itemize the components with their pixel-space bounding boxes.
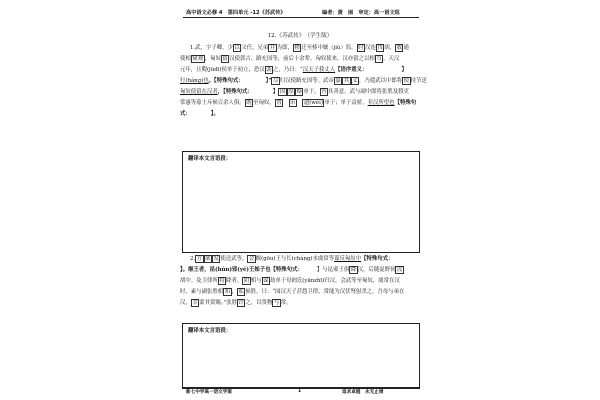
page-title: 12.《苏武传》 （学生版） <box>267 33 333 39</box>
passage-paragraph-1 <box>180 43 427 120</box>
p1-line-5 <box>180 87 420 98</box>
underlined-phrase: 谋反 <box>334 256 345 262</box>
page-number: 1 <box>298 389 302 394</box>
boxed-word: 发 <box>213 256 219 262</box>
text-run: 常惠等募士斥候百余人俱。 <box>180 100 245 106</box>
text-run: 使送武等， <box>220 256 248 262</box>
text-run: 持节送 <box>410 78 427 84</box>
text-run: 为郎， <box>276 45 293 51</box>
boxed-word: 许 <box>238 300 244 306</box>
p1-line-1 <box>180 43 420 54</box>
text-run: 。天汉 <box>383 56 400 62</box>
p2-line-2 <box>180 265 420 276</box>
text-run: 】。缑王者，昆(hún)邪(yé)王姊子也 <box>180 267 271 273</box>
underlined-phrase: 匈奴使留在汉者 <box>180 89 218 95</box>
boxed-word: 厚 <box>288 89 294 95</box>
boxed-word: 幸 <box>192 300 198 306</box>
passage-paragraph-2 <box>180 254 420 309</box>
exercise-prompt: 【特殊句式： <box>270 267 303 273</box>
text-run: 父任，兄弟 <box>241 45 269 51</box>
text-run: 1.武，字子卿，少 <box>190 45 233 51</box>
translation-prompt-2: 翻译本文言语段： <box>188 328 232 334</box>
boxed-word: 袭 <box>266 67 272 73</box>
text-run: 汉连 <box>365 45 376 51</box>
boxed-word: 既 <box>246 100 252 106</box>
exercise-prompt: 。【特殊句式： <box>208 78 244 84</box>
boxed-word: 没 <box>396 267 403 273</box>
boxed-word: 稍 <box>294 45 300 51</box>
text-run: 汉， <box>180 300 191 306</box>
text-run: ，匈奴 <box>204 56 221 62</box>
p2-line-3 <box>180 276 420 287</box>
text-run: 汉使郭吉、路充国等，前后十余辈。匈奴使来，汉亦留之以相 <box>229 56 375 62</box>
boxed-word: 欲 <box>205 256 211 262</box>
boxed-word: 方 <box>196 256 203 262</box>
text-run: 迁至栘中厩（jiù）监。 <box>301 45 357 51</box>
boxed-word: 尽 <box>272 78 279 84</box>
text-run: 通 <box>403 45 409 51</box>
text-run: 缑(gōu)王与长(cháng)水虞常等 <box>255 256 335 262</box>
text-run: 2. <box>190 256 196 262</box>
translation-answer-box-2[interactable] <box>182 323 420 389</box>
header-divider <box>183 17 419 18</box>
boxed-word: 置 <box>276 100 282 106</box>
text-run: 时，素与副张胜相 <box>180 289 224 295</box>
p2-line-5 <box>180 298 420 309</box>
boxed-word: 答 <box>321 89 327 95</box>
text-run: 之，以货物 <box>245 300 273 306</box>
text-run: 至匈奴， <box>253 100 275 106</box>
exercise-prompt: 【特殊句式： <box>361 256 394 262</box>
boxed-word: 留 <box>222 56 228 62</box>
text-run: 】与昆邪王俱 <box>316 267 350 273</box>
text-run: 归汉使路充国等。武帝 <box>279 78 334 84</box>
underlined-phrase: 行(háng)也 <box>180 78 209 84</box>
footer-motto: 追求卓越 永无止境 <box>342 390 384 395</box>
text-run: 胡中。及卫律所 <box>180 278 218 284</box>
translation-prompt-1: 翻译本文言语段： <box>188 156 232 162</box>
boxed-word: 当 <box>376 56 382 62</box>
p2-line-4 <box>180 287 420 298</box>
p1-line-2 <box>180 54 420 65</box>
exercise-prompt: 式： <box>180 111 191 117</box>
header-course-info: 高中语文必修 4 第四单元 -12《苏武传》 <box>186 10 286 16</box>
underlined-phrase: 非汉所望也 <box>367 100 395 106</box>
header-editor-info: 编者：黄 丽 审定：高一语文组 <box>322 10 400 16</box>
p1-line-7 <box>180 109 420 120</box>
text-run: 元年，且鞮(jūdī)侯单于初立，恐汉 <box>180 67 265 73</box>
translation-answer-box-1[interactable] <box>182 151 420 253</box>
boxed-word: 使 <box>403 78 410 84</box>
exercise-prompt: ，【特殊句式： <box>217 89 253 95</box>
boxed-word: 会 <box>248 256 255 262</box>
text-run: 胡， <box>384 45 396 51</box>
text-run: 单于；单于益骄， <box>324 100 368 106</box>
text-run: 汉，后随浞野侯 <box>357 267 396 273</box>
boxed-word: 时 <box>358 45 364 51</box>
underlined-phrase: 汉天子我丈人 <box>302 67 336 73</box>
footer-school: 新七中学高一语文学案 <box>186 390 232 395</box>
boxed-word: 赂 <box>296 89 302 95</box>
text-run: 劫单于母阏氏(yānzhī)归汉。会武等至匈奴，虞常在汉 <box>269 278 400 284</box>
boxed-word: 以 <box>234 45 240 51</box>
boxed-word: 其 <box>343 78 350 84</box>
text-run: 降者， <box>226 278 243 284</box>
boxed-word: 谋 <box>263 278 269 284</box>
text-run: 常。 <box>280 300 292 306</box>
p1-line-4 <box>180 76 427 87</box>
text-run: 】 <box>272 89 279 95</box>
text-run: 蒙其赏赐。”张胜 <box>199 300 237 306</box>
exercise-prompt: 【语序意义： <box>335 67 368 73</box>
exercise-prompt: 【特殊句 <box>394 100 417 106</box>
text-run: ， <box>231 289 237 295</box>
boxed-word: 知 <box>224 289 231 295</box>
text-run: 之，乃曰：“ <box>273 67 303 73</box>
boxed-word: 窥观 <box>192 56 204 62</box>
boxed-word: 义 <box>352 78 358 84</box>
text-run: 候胜，曰：“闻汉天子甚怨卫律，常能为汉伏弩射杀之。吾母与弟在 <box>245 289 405 295</box>
boxed-word: 并 <box>269 45 276 51</box>
underlined-phrase: 匈奴中 <box>344 256 362 262</box>
boxed-word: 币 <box>290 100 296 106</box>
text-run: 使相 <box>180 56 191 62</box>
boxed-word: 数 <box>396 45 402 51</box>
text-run: 单于， <box>303 89 320 95</box>
boxed-word: 因 <box>279 89 286 95</box>
boxed-word: 嘉 <box>335 78 341 84</box>
boxed-word: 私 <box>238 289 244 295</box>
text-run: 相与 <box>250 278 262 284</box>
p1-line-6 <box>180 98 420 109</box>
boxed-word: 阴 <box>243 278 250 284</box>
footer-divider <box>183 387 419 388</box>
p2-line-1 <box>180 254 420 265</box>
boxed-word: 将 <box>219 278 225 284</box>
boxed-word: 遗(wèi) <box>303 100 323 106</box>
text-run: 】 <box>401 67 407 73</box>
text-run: 】。 <box>210 111 219 117</box>
p1-line-3 <box>180 65 420 76</box>
boxed-word: 伐 <box>377 45 383 51</box>
boxed-word: 降 <box>350 267 357 273</box>
text-run: 】” <box>265 78 272 84</box>
text-run: ，乃遣武以中郎将 <box>359 78 403 84</box>
text-run: 其善意。武与副中郎将张胜及假吏 <box>328 89 409 95</box>
boxed-word: 与 <box>273 300 280 306</box>
